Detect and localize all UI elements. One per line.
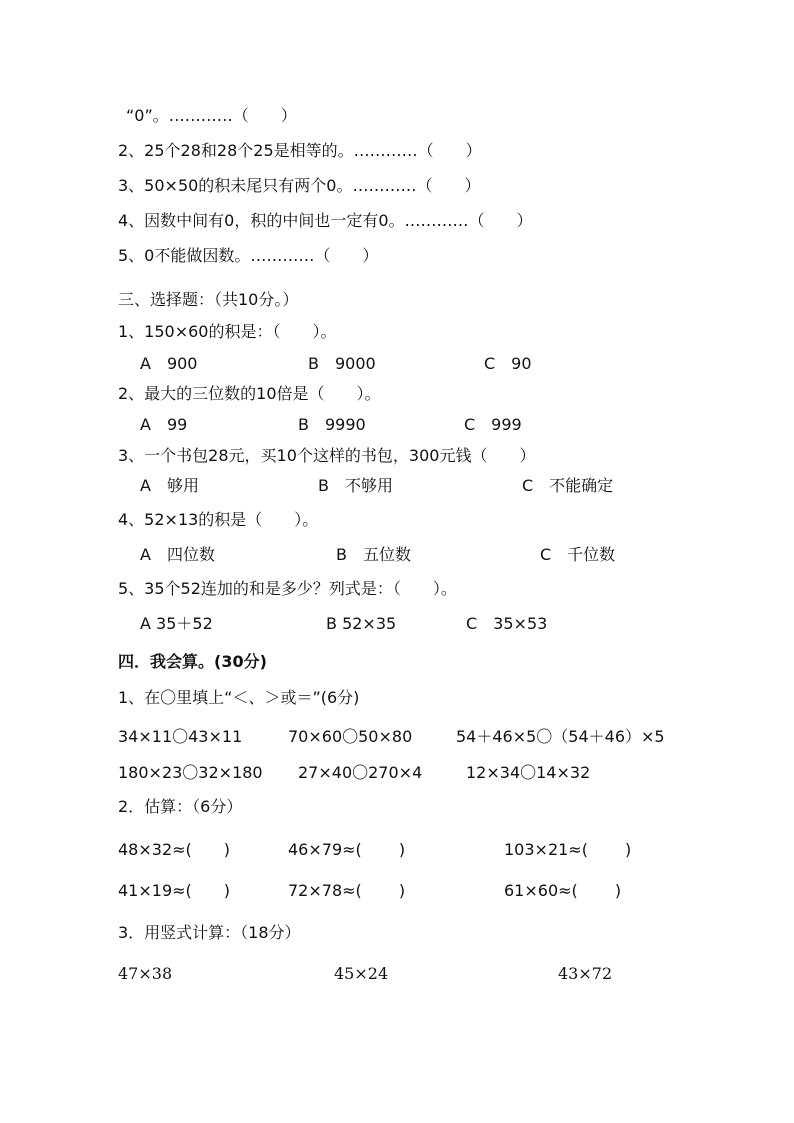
judge-item-1: “0”。…………（ ）	[126, 106, 297, 125]
compare-item-4: 180×23〇32×180	[118, 763, 263, 782]
judge-item-2: 2、25个28和28个25是相等的。…………（ ）	[118, 141, 482, 160]
choice-q3-option-a: A 够用	[140, 476, 199, 495]
estimate-item-1: 48×32≈( )	[118, 840, 231, 859]
compare-item-6: 12×34〇14×32	[466, 763, 591, 782]
estimate-item-2: 46×79≈( )	[288, 840, 406, 859]
compare-item-2: 70×60〇50×80	[288, 727, 413, 746]
estimate-item-4: 41×19≈( )	[118, 881, 231, 900]
choice-q3-option-b: B 不够用	[318, 476, 393, 495]
choice-q1-option-b: B 9000	[308, 354, 376, 373]
estimate-item-3: 103×21≈( )	[504, 840, 632, 859]
vertical-item-1: 47×38	[118, 964, 173, 983]
choice-q3-option-c: C 不能确定	[522, 476, 614, 495]
choice-heading: 三、选择题：（共10分。）	[118, 290, 299, 309]
judge-item-3: 3、50×50的积未尾只有两个0。…………（ ）	[118, 176, 481, 195]
choice-question-2: 2、最大的三位数的10倍是（ ）。	[118, 384, 381, 403]
choice-q5-option-c: C 35×53	[466, 614, 548, 633]
choice-question-3: 3、一个书包28元，买10个这样的书包，300元钱（ ）	[118, 446, 536, 465]
choice-q4-option-b: B 五位数	[336, 545, 411, 564]
compare-title: 1、在〇里填上“＜、＞或＝”(6分)	[118, 688, 360, 707]
choice-q2-option-a: A 99	[140, 415, 188, 434]
calc-heading: 四．我会算。(30分)	[118, 652, 267, 671]
choice-q5-option-a: A 35＋52	[140, 614, 213, 633]
choice-question-4: 4、52×13的积是（ ）。	[118, 510, 319, 529]
estimate-item-5: 72×78≈( )	[288, 881, 406, 900]
choice-question-5: 5、35个52连加的和是多少？列式是：（ ）。	[118, 579, 457, 598]
vertical-item-3: 43×72	[558, 964, 613, 983]
compare-item-3: 54＋46×5〇（54＋46）×5	[456, 727, 665, 746]
choice-question-1: 1、150×60的积是：（ ）。	[118, 322, 337, 341]
estimate-title: 2．估算：（6分）	[118, 797, 243, 816]
choice-q4-option-a: A 四位数	[140, 545, 215, 564]
choice-q2-option-b: B 9990	[298, 415, 366, 434]
compare-item-1: 34×11〇43×11	[118, 727, 243, 746]
choice-q5-option-b: B 52×35	[326, 614, 397, 633]
choice-q4-option-c: C 千位数	[540, 545, 616, 564]
compare-item-5: 27×40〇270×4	[298, 763, 423, 782]
choice-q2-option-c: C 999	[464, 415, 522, 434]
judge-item-5: 5、0不能做因数。…………（ ）	[118, 246, 379, 265]
vertical-item-2: 45×24	[334, 964, 389, 983]
choice-q1-option-c: C 90	[484, 354, 532, 373]
judge-item-4: 4、因数中间有0，积的中间也一定有0。…………（ ）	[118, 211, 533, 230]
choice-q1-option-a: A 900	[140, 354, 198, 373]
estimate-item-6: 61×60≈( )	[504, 881, 622, 900]
vertical-title: 3．用竖式计算：（18分）	[118, 923, 301, 942]
